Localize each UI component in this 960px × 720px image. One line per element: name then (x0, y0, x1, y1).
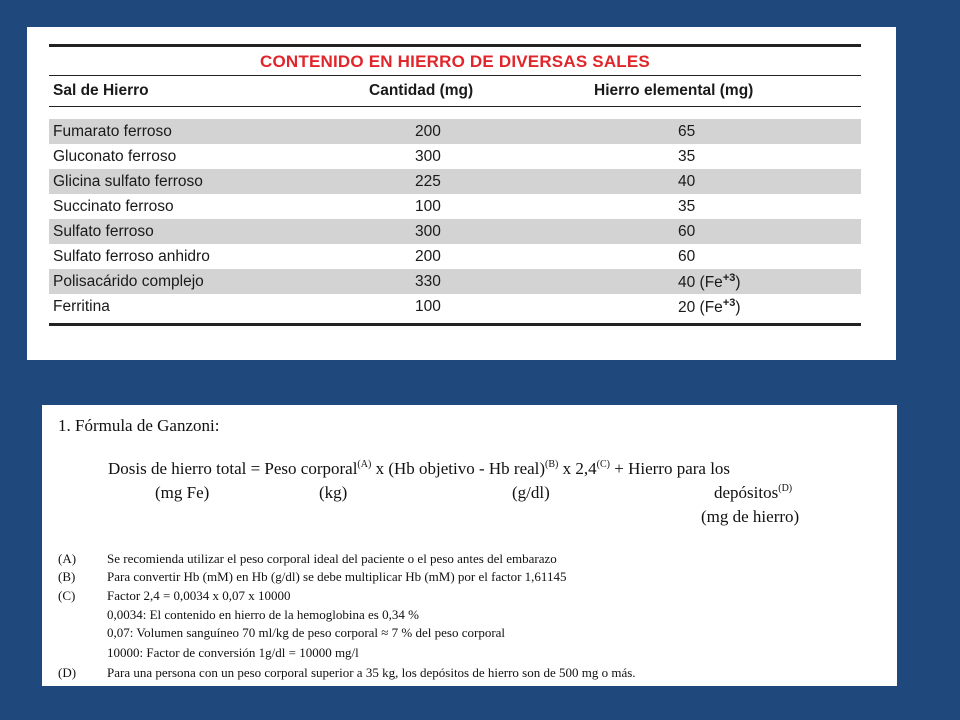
iron-salts-table-panel (27, 27, 896, 360)
cell-amount: 330 (415, 272, 441, 290)
note-key: (C) (58, 588, 76, 603)
cell-elemental-iron (594, 173, 861, 191)
note-text: Se recomienda utilizar el peso corporal ideal del paciente o el peso antes del embarazo (107, 551, 557, 566)
formula-text-1: Dosis de hierro total = Peso corporal (108, 459, 358, 478)
note-text: Para una persona con un peso corporal superior a 35 kg, los depósitos de hierro son de 500 mg o más. (107, 665, 636, 680)
cell-elemental-iron (594, 198, 861, 216)
cell-amount: 300 (415, 147, 441, 165)
unit-weight: (kg) (319, 483, 348, 502)
cell-amount: 300 (415, 222, 441, 240)
cell-amount: 200 (415, 122, 441, 140)
cell-iron-value: 40 (Fe (678, 273, 723, 291)
cell-salt: Gluconato ferroso (53, 147, 177, 165)
formula-text-4: + Hierro para los (609, 459, 731, 478)
table-row (49, 269, 861, 294)
formula-sup-b: (B) (545, 459, 559, 470)
formula-sup-c: (C) (596, 459, 610, 470)
table-row (49, 194, 861, 219)
table-row (49, 294, 861, 319)
formula-sup-a: (A) (357, 459, 372, 470)
formula-title: 1. Fórmula de Ganzoni: (58, 416, 220, 435)
table-row (49, 219, 861, 244)
formula-equation (108, 459, 730, 479)
cell-elemental-iron (594, 148, 861, 166)
cell-salt: Fumarato ferroso (53, 122, 172, 140)
table-header-row (49, 76, 861, 106)
note-key: (B) (58, 569, 76, 584)
cell-iron-value: 60 (678, 247, 696, 265)
cell-elemental-iron (594, 297, 861, 317)
cell-iron-value: 60 (678, 222, 696, 240)
formula-text-2: x (Hb objetivo - Hb real) (371, 459, 546, 478)
formula-text-3: x 2,4 (558, 459, 597, 478)
unit-dose: (mg Fe) (155, 483, 210, 502)
cell-salt: Sulfato ferroso (53, 222, 154, 240)
note-text: 10000: Factor de conversión 1g/dl = 10000 mg/l (107, 645, 359, 660)
cell-elemental-iron (594, 123, 861, 141)
cell-amount: 225 (415, 172, 441, 190)
unit-iron: (mg de hierro) (701, 507, 800, 526)
header-salt: Sal de Hierro (53, 82, 149, 99)
note-key: (A) (58, 551, 77, 566)
table-row (49, 144, 861, 169)
table-row (49, 244, 861, 269)
note-key: (D) (58, 665, 77, 680)
cell-elemental-iron (594, 248, 861, 266)
cell-iron-value: 40 (678, 172, 696, 190)
cell-elemental-iron (594, 223, 861, 241)
cell-iron-tail: ) (735, 298, 741, 316)
note-text: Para convertir Hb (mM) en Hb (g/dl) se debe multiplicar Hb (mM) por el factor 1,61145 (107, 569, 567, 584)
deposits-label (714, 483, 792, 503)
unit-hb: (g/dl) (512, 483, 550, 502)
cell-iron-value: 35 (678, 147, 696, 165)
cell-salt: Glicina sulfato ferroso (53, 172, 203, 190)
note-text: 0,07: Volumen sanguíneo 70 ml/kg de peso corporal ≈ 7 % del peso corporal (107, 625, 506, 640)
cell-amount: 100 (415, 197, 441, 215)
cell-elemental-iron (594, 272, 861, 292)
cell-salt: Sulfato ferroso anhidro (53, 247, 210, 265)
cell-iron-value: 65 (678, 122, 696, 140)
cell-salt: Polisacárido complejo (53, 272, 204, 290)
ganzoni-formula-panel (42, 405, 897, 686)
deposits-text: depósitos (714, 483, 779, 502)
table-bottom-rule (49, 323, 861, 326)
note-text: Factor 2,4 = 0,0034 x 0,07 x 10000 (107, 588, 291, 603)
table-body (49, 119, 861, 319)
cell-amount: 100 (415, 297, 441, 315)
iron-salts-table (49, 44, 861, 326)
cell-salt: Ferritina (53, 297, 110, 315)
cell-iron-tail: ) (735, 273, 741, 291)
note-text: 0,0034: El contenido en hierro de la hemoglobina es 0,34 % (107, 607, 419, 622)
table-title: CONTENIDO EN HIERRO DE DIVERSAS SALES (260, 52, 650, 71)
cell-iron-oxidation-sup: +3 (722, 271, 736, 284)
cell-iron-value: 35 (678, 197, 696, 215)
table-row (49, 169, 861, 194)
header-amount: Cantidad (mg) (369, 82, 474, 99)
cell-salt: Succinato ferroso (53, 197, 174, 215)
table-row (49, 119, 861, 144)
cell-amount: 200 (415, 247, 441, 265)
cell-iron-value: 20 (Fe (678, 298, 723, 316)
formula-sup-d: (D) (778, 483, 793, 494)
cell-iron-oxidation-sup: +3 (722, 296, 736, 309)
header-elemental-iron: Hierro elemental (mg) (594, 82, 754, 99)
